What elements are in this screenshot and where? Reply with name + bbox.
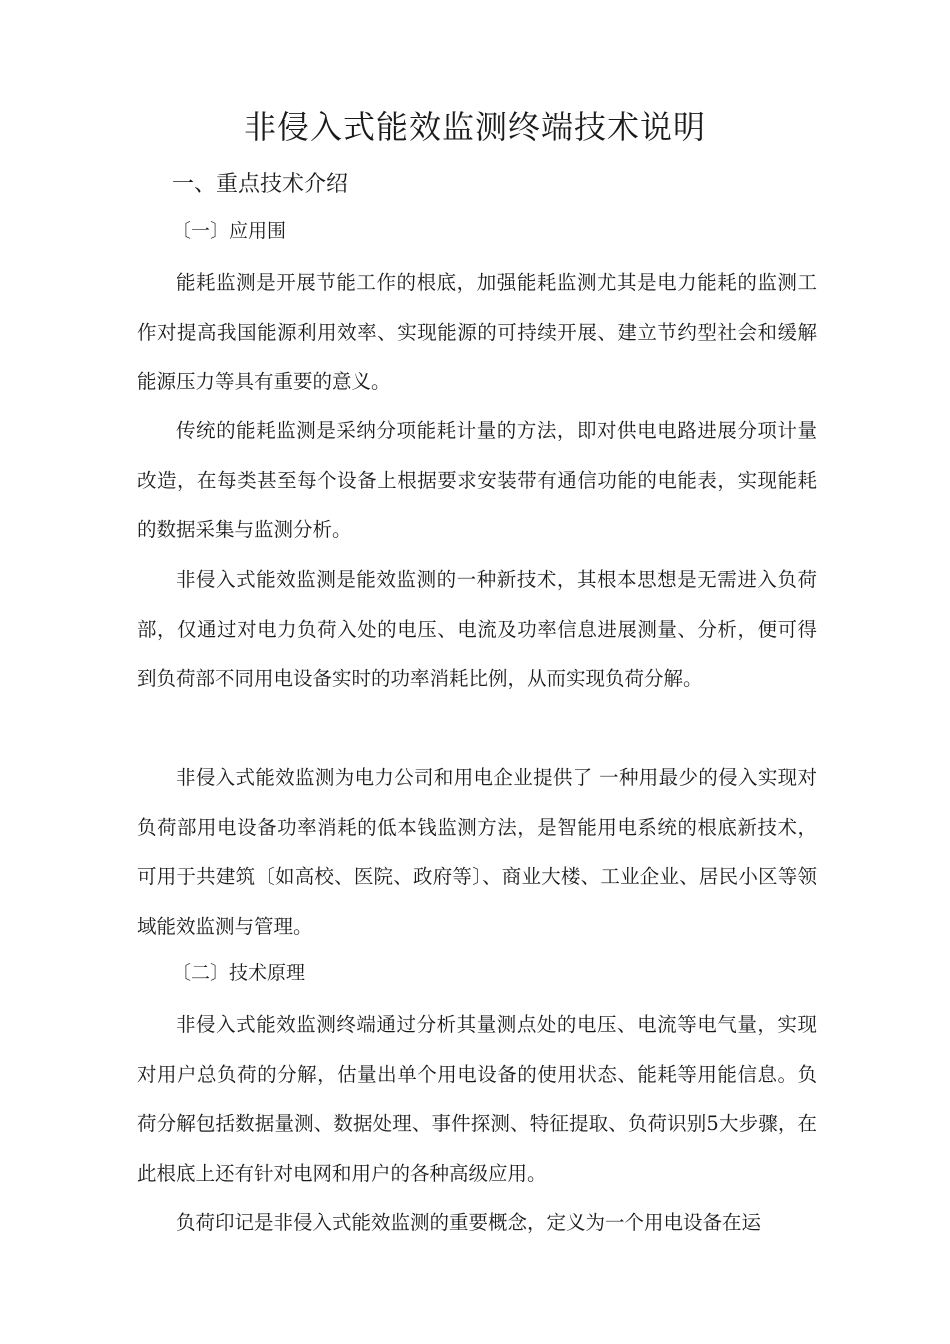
- document-title: 非侵入式能效监测终端技术说明: [243, 108, 706, 146]
- section-heading-key-technology: 一、重点技术介绍: [172, 172, 349, 197]
- paragraph-energy-monitoring-importance: 能耗监测是开展节能工作的根底，加强能耗监测尤其是电力能耗的监测工作对提高我国能源利用效率、实现能源的可持续开展、建立节约型社会和缓解能源压力等具有重要的意义。: [137, 271, 817, 393]
- subsection-heading-application-scope: 〔一〕应用围: [172, 220, 287, 242]
- subsection-heading-technical-principle: 〔二〕技术原理: [172, 962, 306, 984]
- paragraph-load-signature: 负荷印记是非侵入式能效监测的重要概念，定义为一个用电设备在运: [176, 1211, 762, 1234]
- paragraph-nonintrusive-applications: 非侵入式能效监测为电力公司和用电企业提供了 一种用最少的侵入实现对负荷部用电设备功率消耗的低本钱监测方法，是智能用电系统的根底新技术，可用于共建筑〔如高校、医院、政府等〕、商业大楼、工业企业、居民小区等领域能效监测与管理。: [137, 766, 817, 938]
- paragraph-load-decomposition: 非侵入式能效监测终端通过分析其量测点处的电压、电流等电气量，实现对用户总负荷的分解，估量出单个用电设备的使用状态、能耗等用能信息。负荷分解包括数据量测、数据处理、事件探测、特征提取、负荷识别5大步骤，在此根底上还有针对电网和用户的各种高级应用。: [137, 1013, 817, 1185]
- paragraph-nonintrusive-concept: 非侵入式能效监测是能效监测的一种新技术，其根本思想是无需进入负荷部，仅通过对电力负荷入处的电压、电流及功率信息进展测量、分析，便可得到负荷部不同用电设备实时的功率消耗比例，从而实现负荷分解。: [137, 568, 817, 690]
- paragraph-traditional-monitoring: 传统的能耗监测是采纳分项能耗计量的方法，即对供电电路进展分项计量改造，在每类甚至每个设备上根据要求安装带有通信功能的电能表，实现能耗的数据采集与监测分析。: [137, 419, 817, 541]
